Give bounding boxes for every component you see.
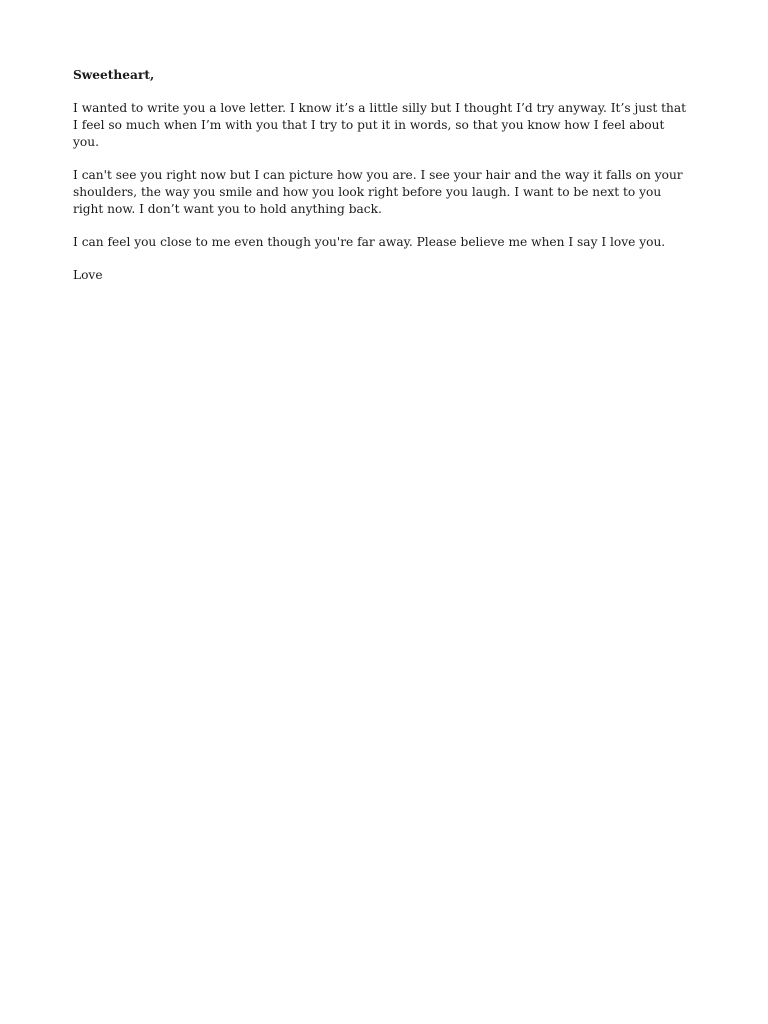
letter-body xyxy=(73,67,691,301)
letter-paragraph-2: I can't see you right now but I can picture how you are. I see your hair and the way it falls on your shoulders, the way you smile and how you look right before you laugh. I want to be next to you right now. I don’t want you to hold anything back. xyxy=(73,168,683,216)
letter-paragraph-3: I can feel you close to me even though you're far away. Please believe me when I say I love you. xyxy=(73,234,666,249)
letter-greeting: Sweetheart, xyxy=(73,68,155,82)
letter-closing: Love xyxy=(73,268,103,283)
letter-paragraph-1: I wanted to write you a love letter. I know it’s a little silly but I thought I’d try anyway. It’s just that I feel so much when I’m with you that I try to put it in words, so that you know how I feel about you. xyxy=(73,101,687,149)
